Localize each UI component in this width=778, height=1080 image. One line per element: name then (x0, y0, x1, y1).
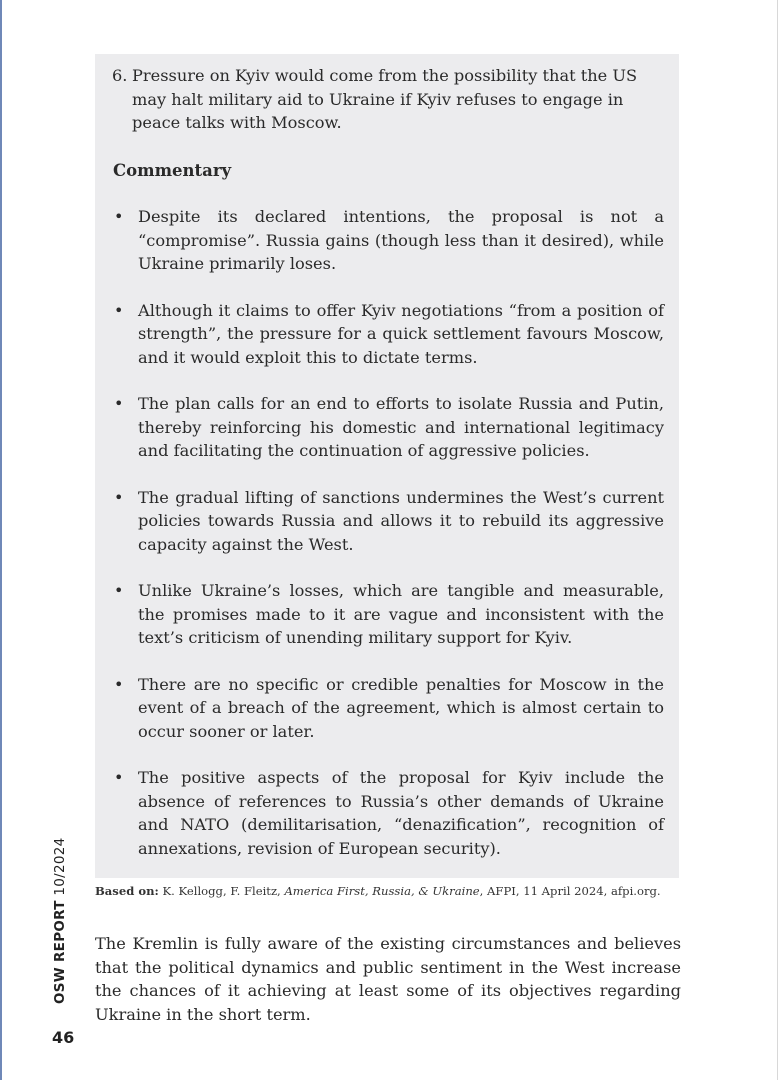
source-citation (95, 882, 675, 900)
report-side-label (52, 837, 68, 1004)
commentary-heading: Commentary (113, 161, 232, 180)
bullet-icon: • (114, 300, 124, 320)
item-number: 6. (112, 66, 128, 85)
bullet-icon: • (114, 674, 124, 694)
bullet-text: Despite its declared intentions, the proposal is not a “compromise”. Russia gains (though less than it desired), while Ukraine primarily loses. (138, 207, 664, 273)
closing-paragraph: The Kremlin is fully aware of the existing circumstances and believes that the political dynamics and public sentiment in the West increase the chances of it achieving at least some of its objectives regarding Ukraine in the short term. (95, 934, 681, 1024)
bullet-text: Unlike Ukraine’s losses, which are tangible and measurable, the promises made to it are vague and inconsistent with the text’s criticism of unending military support for Kyiv. (138, 581, 664, 647)
bullet-text: There are no specific or credible penalties for Moscow in the event of a breach of the agreement, which is almost certain to occur sooner or later. (138, 674, 664, 741)
bullet-item (112, 766, 664, 860)
item-text: Pressure on Kyiv would come from the possibility that the US may halt military aid to Ukraine if Kyiv refuses to engage in peace talks with Moscow. (132, 66, 638, 132)
bullet-icon: • (114, 394, 124, 413)
source-authors: K. Kellogg, F. Fleitz, (162, 884, 281, 898)
page-edge-line (0, 0, 2, 1080)
bullet-text: Although it claims to offer Kyiv negotiations “from a position of strength”, the pressure for a quick settlement favours Moscow, and it would exploit this to dictate terms. (138, 300, 664, 367)
bullet-text: The plan calls for an end to efforts to isolate Russia and Putin, thereby reinforcing his domestic and international legitimacy and facilitating the continuation of aggressive policies. (138, 394, 664, 460)
bullet-text: The positive aspects of the proposal for Kyiv include the absence of references to Russia’s other demands of Ukraine and NATO (demilitarisation, “denazification”, recognition of annexations, revision of European security). (138, 768, 664, 858)
bullet-item (112, 205, 664, 276)
bullet-icon: • (114, 487, 124, 507)
report-name: OSW REPORT (52, 900, 68, 1004)
bullet-icon: • (114, 207, 124, 226)
bullet-icon: • (114, 581, 124, 600)
source-label: Based on: (95, 884, 159, 898)
source-title: America First, Russia, & Ukraine (284, 884, 480, 898)
numbered-item-6 (112, 64, 664, 135)
bullet-icon: • (114, 768, 124, 787)
page-number: 46 (52, 1028, 75, 1047)
commentary-bullet-list (112, 205, 664, 860)
bullet-item (112, 486, 664, 557)
bullet-item (112, 392, 664, 463)
source-rest: , AFPI, 11 April 2024, afpi.org. (479, 884, 661, 898)
bullet-item (112, 579, 664, 650)
bullet-item (112, 673, 664, 744)
report-issue: 10/2024 (52, 837, 68, 896)
bullet-text: The gradual lifting of sanctions undermines the West’s current policies towards Russia and allows it to rebuild its aggressive capacity against the West. (138, 487, 664, 554)
bullet-item (112, 299, 664, 370)
